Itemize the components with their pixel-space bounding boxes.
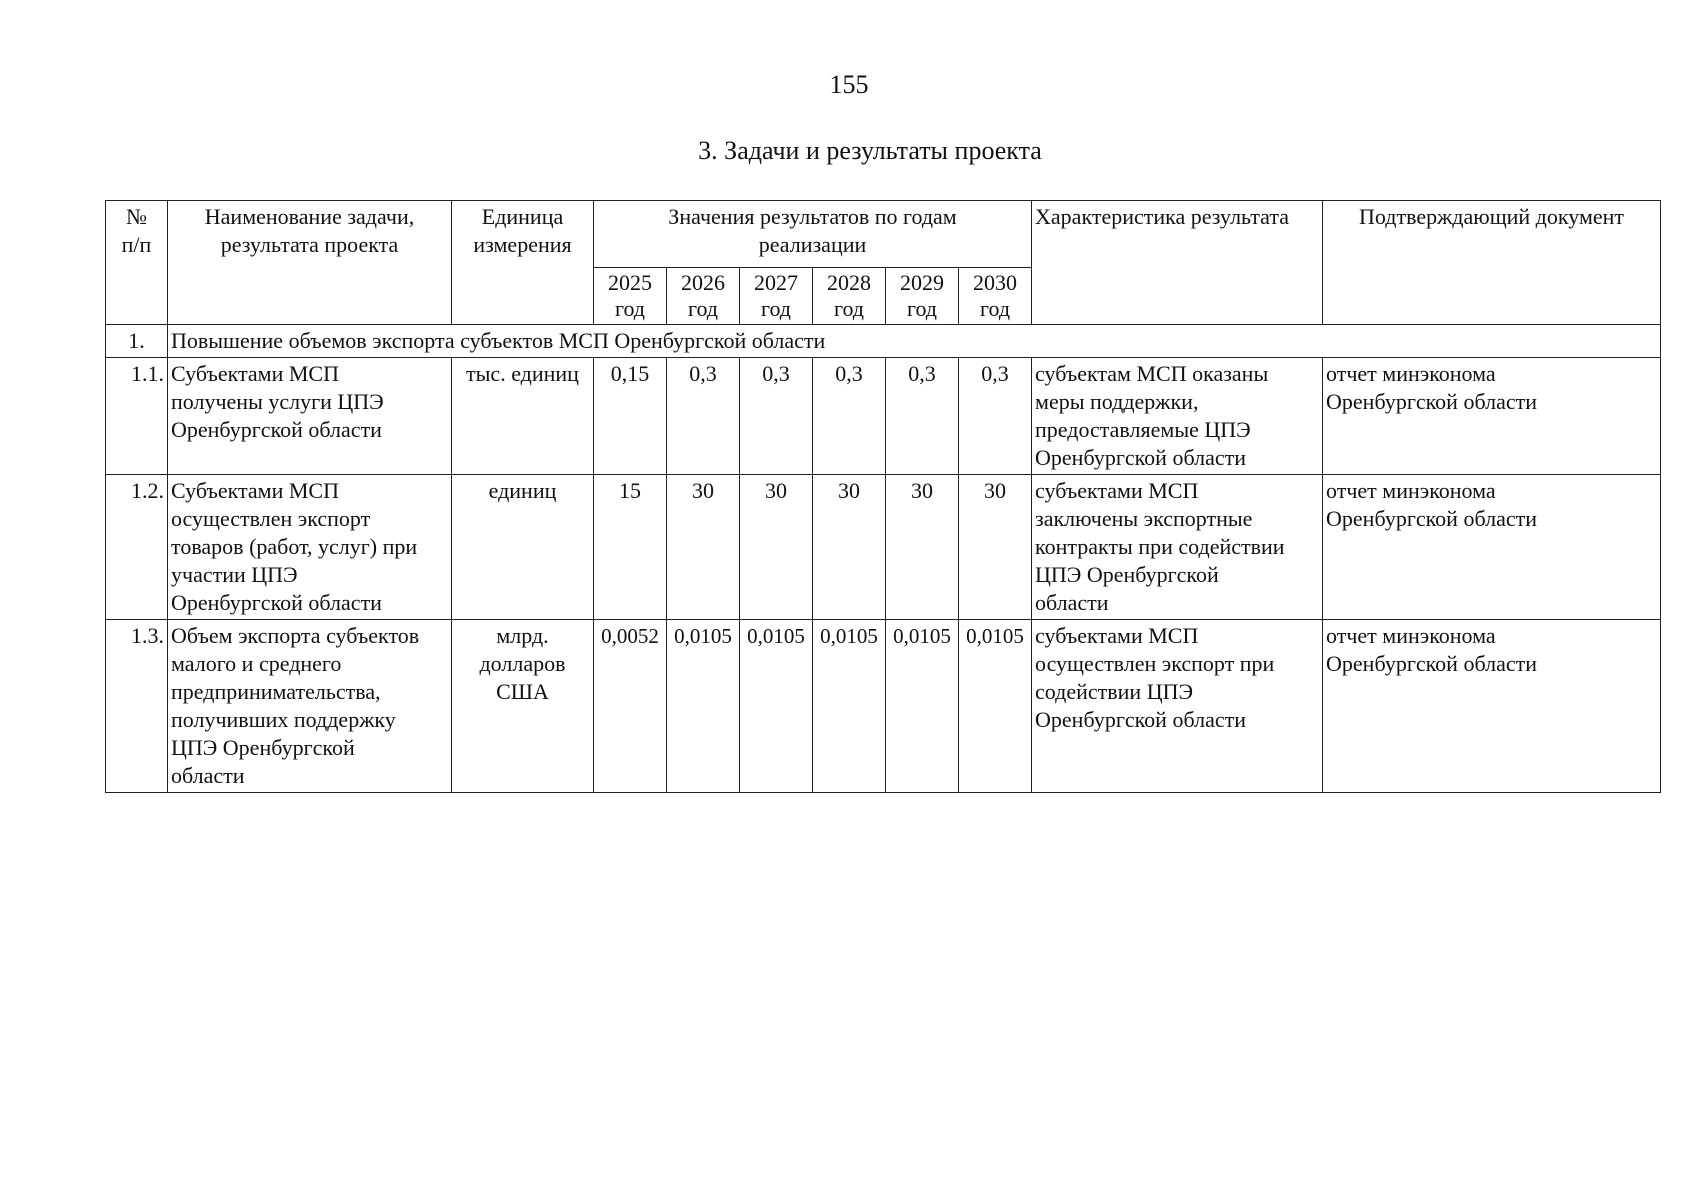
header-name-line1: Наименование задачи, (204, 204, 415, 229)
row-characteristic-line: содействии ЦПЭ (1035, 679, 1194, 704)
task-row (106, 325, 1661, 358)
row-characteristic-line: субъектами МСП (1035, 478, 1199, 503)
row-name-line: Субъектами МСП (171, 478, 339, 503)
year-label: 2028 (827, 270, 871, 295)
row-name (168, 358, 452, 475)
row-value-2030: 30 (959, 475, 1032, 620)
row-name-line: Субъектами МСП (171, 361, 339, 386)
row-document-line: отчет минэконома (1326, 478, 1496, 503)
row-characteristic-line: субъектами МСП (1035, 623, 1199, 648)
row-characteristic-line: предоставляемые ЦПЭ (1035, 417, 1251, 442)
row-characteristic-line: области (1035, 590, 1109, 615)
row-characteristic-line: ЦПЭ Оренбургской (1035, 562, 1219, 587)
header-year-2028 (813, 268, 886, 325)
row-document-line: отчет минэконома (1326, 623, 1496, 648)
row-value-2026: 0,3 (667, 358, 740, 475)
row-unit-line: единиц (488, 478, 557, 503)
header-year-2026 (667, 268, 740, 325)
row-value-2026: 0,0105 (667, 620, 740, 793)
header-unit (452, 201, 594, 325)
header-year-2029 (886, 268, 959, 325)
row-name-line: товаров (работ, услуг) при (171, 534, 418, 559)
row-document (1323, 475, 1661, 620)
header-unit-line1: Единица (481, 204, 564, 229)
row-characteristic-line: субъектам МСП оказаны (1035, 361, 1269, 386)
section-title: 3. Задачи и результаты проекта (698, 136, 1042, 165)
row-name (168, 475, 452, 620)
row-characteristic (1032, 620, 1323, 793)
row-document (1323, 358, 1661, 475)
row-value-2025: 0,0052 (594, 620, 667, 793)
row-value-2029: 0,0105 (886, 620, 959, 793)
year-suffix: год (687, 296, 719, 321)
row-value-2028: 0,0105 (813, 620, 886, 793)
header-num-line2: п/п (121, 232, 152, 257)
row-name-line: осуществлен экспорт (171, 506, 371, 531)
table-row (106, 475, 1661, 620)
row-value-2028: 30 (813, 475, 886, 620)
header-year-2027 (740, 268, 813, 325)
row-unit-line: млрд. (496, 623, 549, 648)
header-unit-line2: измерения (473, 232, 572, 257)
row-document-line: Оренбургской области (1326, 389, 1537, 414)
year-label: 2030 (973, 270, 1018, 295)
row-document (1323, 620, 1661, 793)
header-name (168, 201, 452, 325)
row-value-2027: 0,3 (740, 358, 813, 475)
row-name-line: Оренбургской области (171, 417, 382, 442)
row-characteristic-line: заключены экспортные (1035, 506, 1253, 531)
results-table (105, 200, 1661, 793)
year-suffix: год (906, 296, 938, 321)
row-characteristic-line: Оренбургской области (1035, 707, 1246, 732)
row-num: 1.2. (106, 475, 168, 620)
row-value-2027: 30 (740, 475, 813, 620)
header-characteristic: Характеристика результата (1032, 201, 1323, 325)
year-label: 2027 (754, 270, 798, 295)
header-year-2030 (959, 268, 1032, 325)
row-name-line: Объем экспорта субъектов (171, 623, 420, 648)
task-num: 1. (106, 325, 168, 358)
row-value-2029: 0,3 (886, 358, 959, 475)
year-suffix: год (979, 296, 1011, 321)
year-suffix: год (760, 296, 792, 321)
row-characteristic (1032, 475, 1323, 620)
row-unit-line: США (496, 679, 549, 704)
row-characteristic (1032, 358, 1323, 475)
task-name: Повышение объемов экспорта субъектов МСП Оренбургской области (168, 325, 1661, 358)
header-name-line2: результата проекта (220, 232, 399, 257)
table-row (106, 620, 1661, 793)
row-document-line: Оренбургской области (1326, 651, 1537, 676)
header-document: Подтверждающий документ (1323, 201, 1661, 325)
row-num: 1.3. (106, 620, 168, 793)
row-name-line: получены услуги ЦПЭ (171, 389, 384, 414)
table-row (106, 358, 1661, 475)
header-values-line2: реализации (758, 232, 867, 257)
header-values (594, 201, 1032, 268)
row-unit (452, 475, 594, 620)
row-name-line: предпринимательства, (171, 679, 381, 704)
header-values-line1: Значения результатов по годам (668, 204, 957, 229)
row-document-line: отчет минэконома (1326, 361, 1496, 386)
row-unit-line: тыс. единиц (466, 361, 579, 386)
year-label: 2026 (681, 270, 725, 295)
row-characteristic-line: осуществлен экспорт при (1035, 651, 1275, 676)
header-num (106, 201, 168, 325)
row-value-2030: 0,0105 (959, 620, 1032, 793)
year-label: 2029 (900, 270, 944, 295)
row-name-line: участии ЦПЭ (171, 562, 298, 587)
row-characteristic-line: меры поддержки, (1035, 389, 1199, 414)
row-name-line: малого и среднего (171, 651, 342, 676)
year-suffix: год (614, 296, 646, 321)
row-value-2029: 30 (886, 475, 959, 620)
row-value-2027: 0,0105 (740, 620, 813, 793)
row-value-2025: 0,15 (594, 358, 667, 475)
row-value-2026: 30 (667, 475, 740, 620)
header-row (106, 201, 1661, 268)
page-number: 155 (829, 70, 869, 99)
row-value-2030: 0,3 (959, 358, 1032, 475)
year-label: 2025 (608, 270, 652, 295)
row-name-line: получивших поддержку (171, 707, 396, 732)
row-characteristic-line: контракты при содействии (1035, 534, 1285, 559)
header-year-2025 (594, 268, 667, 325)
row-name-line: Оренбургской области (171, 590, 382, 615)
row-characteristic-line: Оренбургской области (1035, 445, 1246, 470)
year-suffix: год (833, 296, 865, 321)
row-unit (452, 620, 594, 793)
header-num-line1: № (126, 204, 147, 229)
row-document-line: Оренбургской области (1326, 506, 1537, 531)
row-name-line: ЦПЭ Оренбургской (171, 735, 355, 760)
row-name-line: области (171, 763, 245, 788)
row-value-2025: 15 (594, 475, 667, 620)
row-unit (452, 358, 594, 475)
row-num: 1.1. (106, 358, 168, 475)
row-name (168, 620, 452, 793)
row-value-2028: 0,3 (813, 358, 886, 475)
row-unit-line: долларов (479, 651, 566, 676)
